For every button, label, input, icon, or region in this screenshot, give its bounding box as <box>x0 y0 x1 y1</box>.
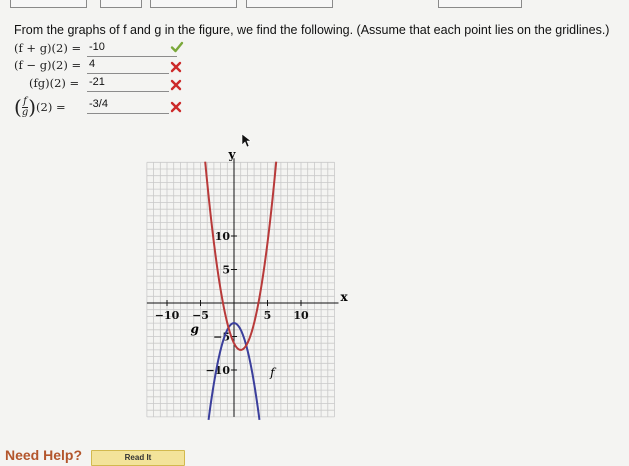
need-help-label: Need Help? <box>5 447 83 463</box>
answer-field[interactable]: -3/4 <box>87 98 169 114</box>
answer-row-f-over-g <box>14 94 194 120</box>
x-mark-icon <box>169 100 183 114</box>
y-axis-label: y <box>228 147 236 162</box>
answer-field[interactable]: -10 <box>87 41 177 57</box>
tab-3[interactable] <box>150 0 237 8</box>
answer-expression: ( $\frac{f}{g}$ )(2) = <box>14 95 66 119</box>
fraction: $\frac{f}{g}$ <box>21 95 29 118</box>
tab-1[interactable] <box>10 0 87 8</box>
checkmark-icon <box>170 40 184 54</box>
mouse-cursor-icon <box>242 134 251 147</box>
curve-f-label: f <box>270 365 275 380</box>
y-tick-label: −10 <box>205 364 230 377</box>
x-tick-label: −10 <box>154 309 180 322</box>
question-text: From the graphs of f and g in the figure, we find the following. (Assume that each point lies on the gridlines.) <box>14 23 610 37</box>
tab-5[interactable] <box>438 0 522 8</box>
x-tick-label: 10 <box>293 309 309 322</box>
curve-g-label: g <box>190 322 199 337</box>
x-mark-icon <box>169 60 183 74</box>
x-tick-label: 5 <box>263 309 272 322</box>
answer-row-f-plus-g <box>14 41 194 59</box>
y-tick-label: 10 <box>214 230 230 243</box>
x-tick-label: −5 <box>192 309 209 322</box>
answer-expression: (fg)(2) = <box>29 76 80 90</box>
tab-4[interactable] <box>246 0 333 8</box>
grid <box>147 162 335 417</box>
answer-expression: (f + g)(2) = <box>14 41 82 55</box>
x-axis-label: x <box>340 290 348 304</box>
y-tick-label: −5 <box>213 330 230 344</box>
read-it-button[interactable]: Read It <box>91 450 185 466</box>
answer-field[interactable]: 4 <box>87 58 169 74</box>
answer-field[interactable]: -21 <box>87 76 169 92</box>
axes <box>147 158 339 417</box>
answer-row-fg <box>14 76 194 94</box>
function-graph <box>90 134 390 440</box>
y-tick-label: 5 <box>222 263 230 277</box>
answer-expression: (f − g)(2) = <box>14 58 82 72</box>
top-tab-strip <box>0 0 629 10</box>
answer-row-f-minus-g <box>14 58 194 76</box>
tab-2[interactable] <box>100 0 142 8</box>
x-mark-icon <box>169 78 183 92</box>
